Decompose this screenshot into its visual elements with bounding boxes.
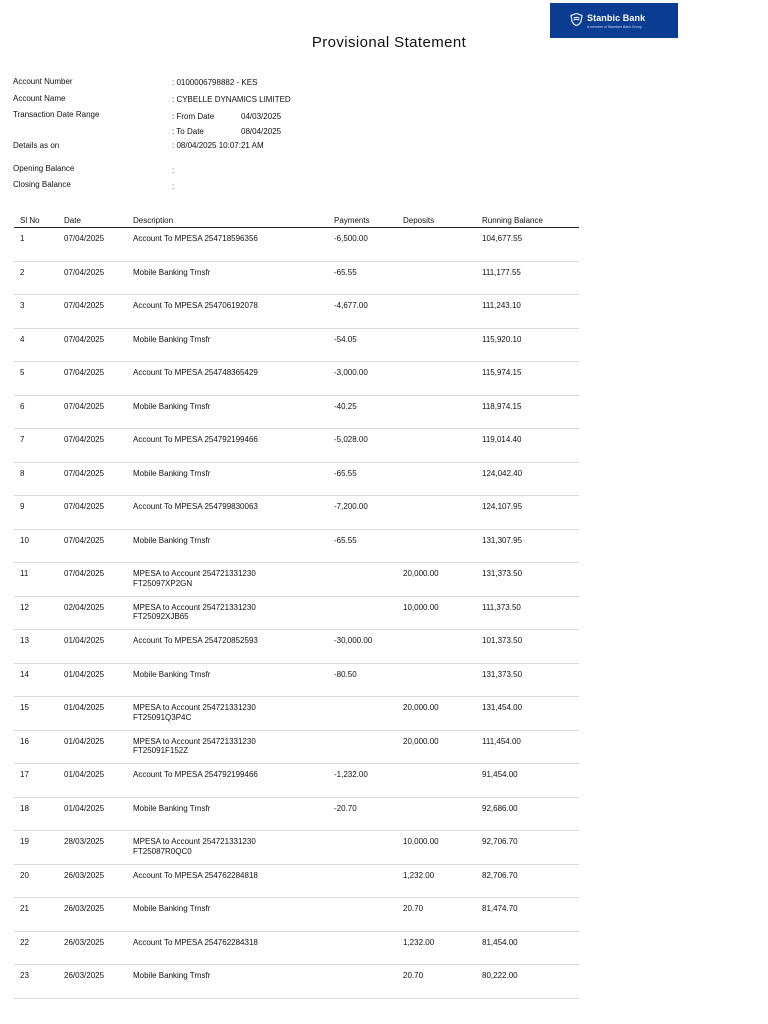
cell-payment: [328, 965, 397, 999]
cell-description: [127, 797, 328, 831]
bank-tagline: A member of Standard Bank Group: [587, 25, 642, 29]
cell-deposit: 20,000.00: [397, 563, 476, 597]
cell-sl-no: 15: [14, 697, 58, 731]
table-row: [14, 295, 579, 329]
table-row: [14, 328, 579, 362]
cell-deposit: [397, 529, 476, 563]
cell-running-balance: 115,920.10: [476, 328, 579, 362]
description-reference: FT25091F152Z: [133, 746, 189, 755]
cell-payment: -5,028.00: [328, 429, 397, 463]
cell-payment: -80.50: [328, 663, 397, 697]
transactions-table: [14, 213, 579, 999]
cell-deposit: [397, 630, 476, 664]
description-reference: FT25092XJB65: [133, 612, 189, 621]
table-row: [14, 764, 579, 798]
cell-description: [127, 630, 328, 664]
description-text: Account To MPESA 254762284318: [133, 937, 258, 947]
cell-deposit: 10,000.00: [397, 596, 476, 630]
table-row: [14, 429, 579, 463]
cell-description: [127, 261, 328, 295]
table-row: [14, 496, 579, 530]
cell-deposit: [397, 362, 476, 396]
cell-sl-no: 20: [14, 864, 58, 898]
bank-logo: [550, 3, 678, 38]
cell-running-balance: 111,177.55: [476, 261, 579, 295]
cell-date: 07/04/2025: [58, 395, 127, 429]
cell-date: 07/04/2025: [58, 328, 127, 362]
header-date: Date: [58, 213, 127, 228]
cell-payment: [328, 898, 397, 932]
cell-payment: -20.70: [328, 797, 397, 831]
transactions-body: [14, 228, 579, 999]
cell-sl-no: 23: [14, 965, 58, 999]
description-text: MPESA to Account 254721331230: [133, 837, 256, 846]
cell-deposit: [397, 295, 476, 329]
cell-payment: -30,000.00: [328, 630, 397, 664]
cell-description: [127, 663, 328, 697]
cell-description: [127, 831, 328, 865]
description-text: MPESA to Account 254721331230: [133, 569, 256, 578]
header-running-balance: Running Balance: [476, 213, 579, 228]
cell-payment: -7,200.00: [328, 496, 397, 530]
cell-sl-no: 19: [14, 831, 58, 865]
cell-sl-no: 7: [14, 429, 58, 463]
cell-description: [127, 462, 328, 496]
cell-deposit: 20.70: [397, 898, 476, 932]
cell-running-balance: 119,014.40: [476, 429, 579, 463]
cell-sl-no: 5: [14, 362, 58, 396]
table-row: [14, 261, 579, 295]
cell-deposit: 20,000.00: [397, 730, 476, 764]
table-row: [14, 630, 579, 664]
cell-description: [127, 898, 328, 932]
table-row: [14, 697, 579, 731]
account-name-value: : CYBELLE DYNAMICS LIMITED: [172, 95, 291, 104]
description-text: Mobile Banking Trnsfr: [133, 267, 211, 277]
cell-deposit: [397, 496, 476, 530]
description-text: Mobile Banking Trnsfr: [133, 535, 211, 545]
details-as-on-value: : 08/04/2025 10:07:21 AM: [172, 141, 264, 150]
stanbic-shield-icon: [570, 13, 583, 26]
cell-running-balance: 92,706.70: [476, 831, 579, 865]
cell-running-balance: 131,373.50: [476, 563, 579, 597]
cell-description: [127, 563, 328, 597]
cell-sl-no: 18: [14, 797, 58, 831]
description-text: Account To MPESA 254762284818: [133, 870, 258, 880]
cell-description: [127, 496, 328, 530]
cell-sl-no: 3: [14, 295, 58, 329]
cell-sl-no: 12: [14, 596, 58, 630]
cell-deposit: 20.70: [397, 965, 476, 999]
cell-date: 01/04/2025: [58, 797, 127, 831]
cell-deposit: [397, 764, 476, 798]
cell-sl-no: 8: [14, 462, 58, 496]
table-row: [14, 730, 579, 764]
cell-description: [127, 764, 328, 798]
cell-deposit: [397, 663, 476, 697]
table-row: [14, 898, 579, 932]
opening-balance-label: Opening Balance: [13, 164, 75, 173]
table-row: [14, 529, 579, 563]
cell-deposit: [397, 462, 476, 496]
cell-deposit: [397, 395, 476, 429]
date-range-label: Transaction Date Range: [13, 110, 100, 119]
cell-payment: [328, 864, 397, 898]
cell-date: 01/04/2025: [58, 764, 127, 798]
cell-date: 07/04/2025: [58, 261, 127, 295]
description-text: Mobile Banking Trnsfr: [133, 468, 211, 478]
cell-date: 01/04/2025: [58, 730, 127, 764]
description-text: Mobile Banking Trnsfr: [133, 401, 211, 411]
description-text: Account To MPESA 254792199466: [133, 770, 258, 779]
cell-date: 26/03/2025: [58, 965, 127, 999]
cell-payment: [328, 596, 397, 630]
cell-running-balance: 91,454.00: [476, 764, 579, 798]
cell-payment: -65.55: [328, 462, 397, 496]
table-header-row: [14, 213, 579, 228]
cell-sl-no: 2: [14, 261, 58, 295]
description-text: Account To MPESA 254706192078: [133, 301, 258, 310]
cell-date: 07/04/2025: [58, 228, 127, 262]
table-row: [14, 931, 579, 965]
cell-sl-no: 9: [14, 496, 58, 530]
cell-payment: -65.55: [328, 529, 397, 563]
cell-date: 02/04/2025: [58, 596, 127, 630]
cell-running-balance: 124,107.95: [476, 496, 579, 530]
table-row: [14, 831, 579, 865]
cell-running-balance: 124,042.40: [476, 462, 579, 496]
description-text: Mobile Banking Trnsfr: [133, 904, 211, 913]
cell-deposit: [397, 328, 476, 362]
description-text: Account To MPESA 254748365429: [133, 368, 258, 377]
cell-description: [127, 529, 328, 563]
table-row: [14, 228, 579, 262]
cell-date: 07/04/2025: [58, 496, 127, 530]
from-date-label: : From Date: [172, 112, 215, 121]
cell-payment: -54.05: [328, 328, 397, 362]
cell-deposit: 10,000.00: [397, 831, 476, 865]
description-text: Account To MPESA 254718596356: [133, 234, 258, 243]
cell-payment: [328, 563, 397, 597]
description-text: Mobile Banking Trnsfr: [133, 971, 211, 980]
cell-payment: -65.55: [328, 261, 397, 295]
table-row: [14, 362, 579, 396]
cell-running-balance: 81,454.00: [476, 931, 579, 965]
description-text: MPESA to Account 254721331230: [133, 703, 256, 712]
cell-description: [127, 864, 328, 898]
bank-name: Stanbic Bank: [587, 13, 646, 23]
description-reference: FT25087R0QC0: [133, 846, 192, 856]
account-number-label: Account Number: [13, 77, 73, 86]
cell-deposit: [397, 797, 476, 831]
cell-running-balance: 131,454.00: [476, 697, 579, 731]
table-row: [14, 797, 579, 831]
account-name-label: Account Name: [13, 94, 66, 103]
cell-running-balance: 131,307.95: [476, 529, 579, 563]
cell-date: 01/04/2025: [58, 663, 127, 697]
header-deposits: Deposits: [397, 213, 476, 228]
description-text: Mobile Banking Trnsfr: [133, 334, 211, 344]
cell-running-balance: 82,706.70: [476, 864, 579, 898]
to-date-value: 08/04/2025: [241, 127, 282, 136]
cell-date: 26/03/2025: [58, 931, 127, 965]
cell-deposit: [397, 228, 476, 262]
header-payments: Payments: [328, 213, 397, 228]
cell-date: 07/04/2025: [58, 295, 127, 329]
cell-date: 26/03/2025: [58, 898, 127, 932]
cell-running-balance: 101,373.50: [476, 630, 579, 664]
description-text: Mobile Banking Trnsfr: [133, 803, 211, 813]
cell-description: [127, 395, 328, 429]
table-row: [14, 965, 579, 999]
table-row: [14, 596, 579, 630]
description-text: Mobile Banking Trnsfr: [133, 669, 211, 679]
cell-date: 07/04/2025: [58, 362, 127, 396]
table-row: [14, 663, 579, 697]
cell-sl-no: 6: [14, 395, 58, 429]
cell-running-balance: 92,686.00: [476, 797, 579, 831]
page-title: Provisional Statement: [311, 34, 467, 51]
cell-date: 07/04/2025: [58, 462, 127, 496]
cell-payment: [328, 931, 397, 965]
header-sl-no: Sl No: [14, 213, 58, 228]
cell-payment: -4,677.00: [328, 295, 397, 329]
cell-date: 28/03/2025: [58, 831, 127, 865]
cell-payment: -6,500.00: [328, 228, 397, 262]
cell-sl-no: 17: [14, 764, 58, 798]
cell-date: 26/03/2025: [58, 864, 127, 898]
cell-payment: -1,232.00: [328, 764, 397, 798]
cell-sl-no: 4: [14, 328, 58, 362]
header-description: Description: [127, 213, 328, 228]
cell-description: [127, 697, 328, 731]
description-text: MPESA to Account 254721331230: [133, 602, 256, 612]
cell-payment: [328, 730, 397, 764]
details-as-on-label: Details as on: [13, 141, 60, 150]
cell-running-balance: 111,243.10: [476, 295, 579, 329]
table-row: [14, 462, 579, 496]
cell-description: [127, 596, 328, 630]
to-date-label: : To Date: [172, 127, 204, 136]
description-text: Account To MPESA 254792199466: [133, 435, 258, 444]
cell-description: [127, 228, 328, 262]
cell-payment: -3,000.00: [328, 362, 397, 396]
cell-deposit: [397, 429, 476, 463]
cell-deposit: 20,000.00: [397, 697, 476, 731]
cell-payment: -40.25: [328, 395, 397, 429]
table-row: [14, 563, 579, 597]
cell-running-balance: 115,974.15: [476, 362, 579, 396]
closing-balance-label: Closing Balance: [13, 180, 71, 189]
cell-sl-no: 10: [14, 529, 58, 563]
cell-payment: [328, 831, 397, 865]
cell-running-balance: 80,222.00: [476, 965, 579, 999]
cell-sl-no: 14: [14, 663, 58, 697]
cell-running-balance: 111,454.00: [476, 730, 579, 764]
table-row: [14, 395, 579, 429]
cell-payment: [328, 697, 397, 731]
cell-running-balance: 111,373.50: [476, 596, 579, 630]
cell-sl-no: 1: [14, 228, 58, 262]
cell-sl-no: 13: [14, 630, 58, 664]
opening-balance-value: :: [172, 166, 175, 175]
cell-date: 07/04/2025: [58, 429, 127, 463]
description-text: Account To MPESA 254720852593: [133, 636, 258, 645]
cell-description: [127, 328, 328, 362]
cell-date: 01/04/2025: [58, 697, 127, 731]
cell-date: 07/04/2025: [58, 563, 127, 597]
cell-sl-no: 21: [14, 898, 58, 932]
closing-balance-value: :: [172, 182, 175, 191]
cell-date: 07/04/2025: [58, 529, 127, 563]
cell-description: [127, 965, 328, 999]
account-number-value: : 0100006798882 - KES: [172, 78, 258, 87]
cell-running-balance: 131,373.50: [476, 663, 579, 697]
cell-date: 01/04/2025: [58, 630, 127, 664]
cell-description: [127, 295, 328, 329]
description-text: Account To MPESA 254799830063: [133, 502, 258, 511]
cell-running-balance: 118,974.15: [476, 395, 579, 429]
cell-sl-no: 22: [14, 931, 58, 965]
from-date-value: 04/03/2025: [241, 112, 282, 121]
cell-deposit: 1,232.00: [397, 931, 476, 965]
description-text: MPESA to Account 254721331230: [133, 736, 256, 746]
table-row: [14, 864, 579, 898]
cell-deposit: 1,232.00: [397, 864, 476, 898]
cell-running-balance: 104,677.55: [476, 228, 579, 262]
cell-description: [127, 931, 328, 965]
cell-deposit: [397, 261, 476, 295]
cell-description: [127, 429, 328, 463]
cell-sl-no: 16: [14, 730, 58, 764]
cell-sl-no: 11: [14, 563, 58, 597]
cell-description: [127, 730, 328, 764]
cell-running-balance: 81,474.70: [476, 898, 579, 932]
cell-description: [127, 362, 328, 396]
description-reference: FT25091Q3P4C: [133, 712, 192, 722]
description-reference: FT25097XP2GN: [133, 578, 193, 588]
